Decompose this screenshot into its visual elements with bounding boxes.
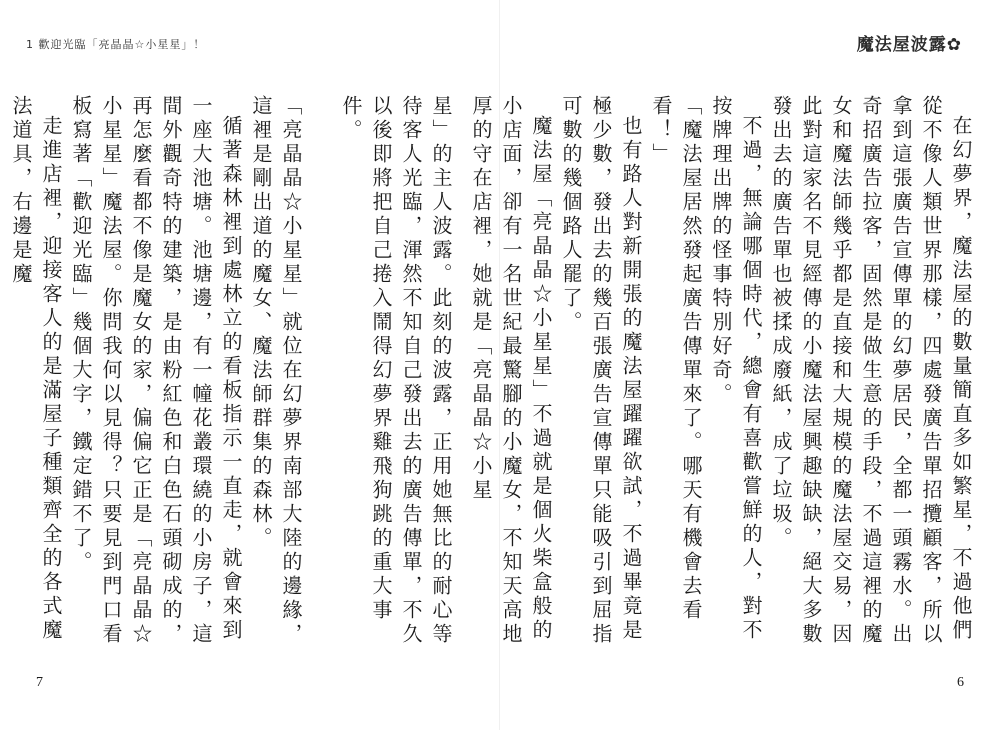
page-number: 6 <box>957 675 964 690</box>
paragraph: 「亮晶晶☆小星星」就位在幻夢界南部大陸的邊緣，這裡是剛出道的魔女、魔法師群集的森林。 <box>249 95 303 647</box>
paragraph: 星」的主人波露。此刻的波露，正用她無比的耐心等待客人光臨，渾然不知自己發出去的廣告傳單，不久以後即將把自己捲入鬧得幻夢界雞飛狗跳的重大事件。 <box>339 95 453 647</box>
right-page <box>469 0 1000 730</box>
paragraph: 「魔法屋居然發起廣告傳單來了。哪天有機會去看看！」 <box>649 95 703 623</box>
chapter-running-head: 1 歡迎光臨「亮晶晶☆小星星」！ <box>26 38 206 51</box>
page-number: 7 <box>36 675 43 690</box>
paragraph: 循著森林裡到處林立的看板指示一直走，就會來到一座大池塘。池塘邊，有一幢花叢環繞的小房子，這間外觀奇特的建築，是由粉紅色和白色石頭砌成的，再怎麼看都不像是魔女的家，偏偏它正是「亮晶晶☆小星星」魔法屋。你問我何以見得？只要見到門口看板寫著「歡迎光臨」幾個大字，鐵定錯不了。 <box>69 95 243 647</box>
paragraph: 走進店裡，迎接客人的是滿屋子種類齊全的各式魔法道具，右邊是魔 <box>9 95 63 643</box>
book-title-running-head: 魔法屋波露✿ <box>856 35 962 55</box>
left-page-body <box>9 95 456 655</box>
paragraph: 不過，無論哪個時代，總會有喜歡嘗鮮的人，對不按牌理出牌的怪事特別好奇。 <box>709 95 763 643</box>
paragraph: 在幻夢界，魔法屋的數量簡直多如繁星，不過他們從不像人類世界那樣，四處發廣告單招攬顧客，所以拿到這張廣告宣傳單的幻夢居民，全都一頭霧水。出奇招廣告拉客，固然是做生意的手段，不過這裡的魔女和魔法師幾乎都是直接和大規模的魔法屋交易，因此對這家名不見經傳的小魔法屋興趣缺缺，絕大多數發出去的廣告單也被揉成廢紙，成了垃圾。 <box>769 95 973 647</box>
paragraph-gap <box>306 95 336 655</box>
paragraph: 也有路人對新開張的魔法屋躍躍欲試，不過畢竟是極少數，發出去的幾百張廣告宣傳單只能吸引到屈指可數的幾個路人罷了。 <box>559 95 643 647</box>
right-page-body <box>469 95 976 655</box>
paragraph: 魔法屋「亮晶晶☆小星星」不過就是個火柴盒般的小店面，卻有一名世紀最驚腳的小魔女，不知天高地厚的守在店裡，她就是「亮晶晶☆小星 <box>469 95 553 647</box>
